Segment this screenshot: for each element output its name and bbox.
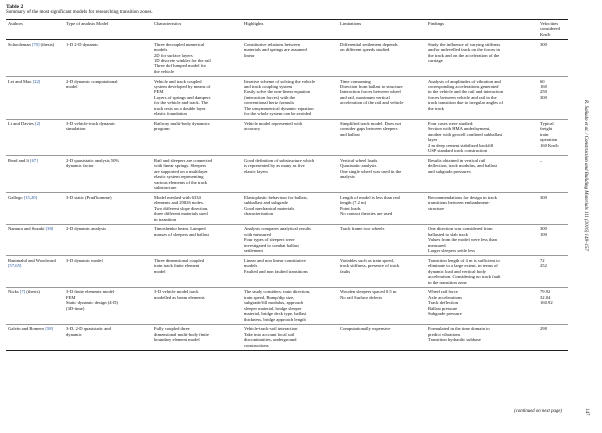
type-cell — [64, 119, 152, 156]
highlights-line: Analysis compares analytical results — [244, 226, 311, 232]
running-header — [582, 100, 588, 340]
highlights-line: train speed, Bump/dip size, — [244, 294, 295, 300]
highlights-cell — [242, 77, 338, 119]
highlights-line: for the whole system can be avoided — [244, 111, 312, 117]
highlights-line: (interaction forces) with the — [244, 94, 296, 100]
findings-line: Results obtained in vertical rail — [428, 157, 486, 163]
velocities-line: 160 Km/h — [540, 142, 559, 148]
characteristics-cell — [152, 40, 242, 77]
characteristics-cell — [152, 287, 242, 324]
velocities-line: train — [540, 131, 549, 137]
characteristics-line: in transition — [154, 216, 177, 222]
column-header: Highlights — [244, 21, 264, 26]
highlights-line: materials and springs are assumed — [244, 47, 307, 53]
table-label: Table 2 — [6, 4, 24, 10]
velocities-line: 160.92 — [540, 300, 553, 306]
characteristics-line: track rests on a double layer — [154, 105, 206, 111]
limitations-line: Computationally expensive — [340, 326, 391, 332]
type-line: dynamic factor — [66, 163, 94, 169]
findings-cell — [426, 193, 538, 225]
findings-line: ballasted to slab track — [428, 231, 468, 237]
findings-line: predict vibrations — [428, 331, 461, 337]
findings-line: Study the influence of varying stiffness — [428, 41, 501, 47]
characteristics-line: Railway multi-body dynamics — [154, 121, 210, 126]
characteristics-line: program — [154, 126, 170, 132]
table-row — [6, 119, 568, 156]
highlights-cell — [242, 287, 338, 324]
velocities-line: 32.04 — [540, 294, 551, 300]
characteristics-line: for the vehicle and track. The — [154, 100, 208, 106]
type-cell — [64, 224, 152, 256]
characteristics-line: models — [154, 47, 168, 53]
findings-line: 2 m deep cement stabilized backfill — [428, 142, 494, 148]
velocities-cell — [538, 77, 568, 119]
author-cell — [6, 40, 64, 77]
velocities-line: 60 — [540, 78, 545, 84]
citation-link[interactable]: [2] — [34, 121, 41, 126]
findings-line: transitions between embankment- — [428, 200, 490, 206]
highlights-line: thickness, bridge approach length — [244, 316, 306, 322]
type-cell — [64, 156, 152, 193]
velocities-line: – — [540, 157, 543, 163]
velocities-line: 298 — [540, 326, 547, 332]
author-suffix: (thesis) — [39, 41, 55, 47]
characteristics-line: substructure — [154, 184, 177, 190]
limitations-cell — [338, 40, 426, 77]
limitations-line: One single wheel was used in the — [340, 168, 402, 174]
characteristics-line: Three dof lumped model for — [154, 63, 207, 69]
velocities-cell — [538, 256, 568, 288]
highlights-line: Good definition of substructure which — [244, 157, 315, 163]
author-cell — [6, 77, 64, 119]
velocities-cell — [538, 193, 568, 225]
characteristics-line: dimensional multi-body finite — [154, 331, 209, 337]
findings-line: Formulated in the time domain to — [428, 326, 490, 332]
type-cell — [64, 324, 152, 350]
column-header: Type of analisis Model — [66, 21, 109, 26]
findings-line: corresponding accelerations generated — [428, 84, 499, 90]
limitations-cell — [338, 77, 426, 119]
author-cell — [6, 156, 64, 193]
findings-cell — [426, 77, 538, 119]
findings-cell — [426, 224, 538, 256]
table-row — [6, 156, 568, 193]
characteristics-cell — [152, 77, 242, 119]
highlights-line: elastic layers — [244, 168, 268, 174]
table-row — [6, 224, 568, 256]
type-cell — [64, 256, 152, 288]
column-header: Limitations — [340, 21, 362, 26]
findings-line: the track — [428, 105, 444, 111]
characteristics-line: 2D for surface layers — [154, 52, 193, 58]
limitations-line: acceleration of the rail and vehicle — [340, 100, 404, 106]
findings-line: forces between vehicle and rail in the — [428, 94, 497, 100]
citation-link[interactable]: [70] — [31, 41, 40, 47]
limitations-cell — [338, 256, 426, 288]
limitations-cell — [338, 324, 426, 350]
author-name: Lei and Mao — [8, 78, 33, 84]
type-line: 3-D finite elements model — [66, 289, 115, 295]
highlights-line: investigated to combat ballast — [244, 242, 299, 248]
characteristics-line: modelled as beam elements — [154, 294, 205, 300]
findings-line: Track deflection — [428, 300, 459, 306]
limitations-line: on different speeds studied — [340, 47, 390, 53]
highlights-cell — [242, 324, 338, 350]
limitations-cell — [338, 224, 426, 256]
author-cell — [6, 119, 64, 156]
limitations-line: Vertical wheel loads — [340, 157, 378, 163]
table-container — [6, 4, 568, 351]
characteristics-line: Three decoupled numerical — [154, 41, 205, 47]
citation-link[interactable]: [38] — [45, 226, 54, 232]
findings-line: the track and on the acceleration of the — [428, 52, 500, 58]
characteristics-line: various elements of the track — [154, 179, 208, 185]
findings-line: Larger sleepers settle less — [428, 248, 475, 254]
type-cell — [64, 193, 152, 225]
type-line: simulation — [66, 126, 86, 132]
velocities-line: 300 — [540, 194, 547, 200]
citation-link[interactable]: [15,20] — [23, 194, 38, 200]
velocities-cell — [538, 156, 568, 193]
characteristics-line: Model meshed with 6334 — [154, 194, 201, 200]
limitations-cell — [338, 119, 426, 156]
characteristics-cell — [152, 224, 242, 256]
highlights-cell — [242, 256, 338, 288]
highlights-line: Elastoplastic behaviour for ballast, — [244, 194, 308, 200]
highlights-line: is represented by as many as five — [244, 163, 305, 169]
author-name: Namura and Suzuki — [8, 226, 46, 232]
findings-cell — [426, 119, 538, 156]
velocities-cell — [538, 287, 568, 324]
author-name: Schooleman — [8, 41, 32, 47]
characteristics-cell — [152, 156, 242, 193]
highlights-line: material, bridge deck type, ballast — [244, 311, 307, 317]
citation-link[interactable]: [7] — [19, 289, 26, 295]
characteristics-line: Three dimensional coupled — [154, 257, 205, 263]
author-name: Gallego — [8, 194, 24, 200]
limitations-line: Length of model is less than real — [340, 194, 400, 200]
limitations-line: and rail, maximum vertical — [340, 94, 390, 100]
limitations-line: Quasistatic analysis — [340, 163, 377, 169]
author-name: Li and Davies — [8, 121, 35, 126]
findings-line: another with geocell confined subballast — [428, 131, 503, 137]
highlights-line: Iterative scheme of solving the vehicle — [244, 78, 316, 84]
type-line: 3-D vehicle-track dynamic — [66, 121, 116, 126]
limitations-line: consider gaps between sleepers — [340, 126, 398, 132]
type-line: model — [66, 84, 78, 90]
highlights-cell — [242, 193, 338, 225]
table-caption: Summary of the most significant models for researching transition zones. — [6, 10, 153, 15]
velocities-line: 100 — [540, 231, 547, 237]
characteristics-line: Two different slope direction, — [154, 205, 209, 211]
velocities-line: 250 — [540, 89, 547, 95]
velocities-line: 252 — [540, 263, 547, 269]
characteristics-line: masses of sleepers and ballast — [154, 231, 209, 237]
velocities-line: 160 — [540, 84, 547, 90]
velocities-line: freight — [540, 126, 553, 132]
highlights-line: and track coupling system — [244, 84, 293, 90]
findings-line: Values from the model were less than — [428, 237, 497, 243]
limitations-line: No rail Surface defects — [340, 294, 383, 300]
velocities-cell — [538, 324, 568, 350]
findings-line: Subgrade pressure — [428, 311, 462, 317]
velocities-line: 300 — [540, 41, 547, 47]
highlights-line: linear — [244, 52, 255, 58]
findings-line: Axle accelerations — [428, 294, 463, 300]
highlights-line: Vehicle model represented with — [244, 121, 303, 126]
author-name: Banimahd and Woodward — [8, 257, 56, 263]
table-row — [6, 256, 568, 288]
author-name: Nicks — [8, 289, 20, 295]
characteristics-line: Fully coupled three — [154, 326, 190, 332]
findings-line: eliminate to a large extent, in terms of — [428, 263, 498, 269]
author-cell — [6, 224, 64, 256]
type-cell — [64, 40, 152, 77]
highlights-line: The study considers: train direction, — [244, 289, 311, 295]
limitations-line: Variables such as train speed, — [340, 257, 394, 263]
findings-line: One direction was considered from — [428, 226, 493, 232]
findings-cell — [426, 324, 538, 350]
author-cell — [6, 193, 64, 225]
continued-note: (continued on next page) — [514, 409, 562, 414]
limitations-cell — [338, 287, 426, 324]
findings-line: Analysis of amplitudes of vibration and — [428, 78, 501, 84]
characteristics-line: Timoshenko beam. Lumped — [154, 226, 206, 232]
highlights-line: settlement — [244, 248, 263, 254]
velocities-line: Typical — [540, 121, 554, 126]
characteristics-cell — [152, 256, 242, 288]
highlights-line: Faulted and non faulted transitions — [244, 268, 308, 274]
findings-cell — [426, 256, 538, 288]
column-header: Findings — [428, 21, 445, 26]
highlights-line: Good mechanical materials — [244, 205, 295, 211]
table-header — [6, 20, 568, 40]
highlights-line: Four types of sleepers were — [244, 237, 295, 243]
highlights-line: Constitutive relations between — [244, 41, 300, 47]
findings-line: deflection, track modulus, and ballast — [428, 163, 497, 169]
table-row — [6, 324, 568, 350]
findings-line: in the vehicle and the rail and interaction — [428, 89, 504, 95]
highlights-line: constructions — [244, 342, 269, 348]
findings-line: Transition length of 4 m is sufficient to — [428, 257, 500, 263]
findings-line: structure — [428, 205, 445, 211]
limitations-line: Track frame two wheels — [340, 226, 385, 232]
velocities-cell — [538, 119, 568, 156]
type-cell — [64, 287, 152, 324]
highlights-line: subballast and subgrade — [244, 200, 288, 206]
characteristics-line: 1D discrete winkler for the rail — [154, 57, 211, 63]
table-row — [6, 287, 568, 324]
highlights-cell — [242, 156, 338, 193]
limitations-line: Point loads — [340, 205, 361, 211]
type-line: 2-D dynamic computational — [66, 78, 118, 84]
table-row — [6, 77, 568, 119]
highlights-line: conventional hertz formula — [244, 100, 294, 106]
type-cell — [64, 77, 152, 119]
page-number-box — [583, 408, 595, 422]
findings-line: Recommendations for design in track — [428, 194, 497, 200]
velocities-cell — [538, 40, 568, 77]
findings-line: dynamic load and vertical body — [428, 268, 486, 274]
journal-reference: R. Sañudo et al. / Construction and Building Materials 111 (2016) 148–157 — [583, 100, 588, 252]
limitations-line: Direction from ballast to structure — [340, 84, 403, 90]
citation-link[interactable]: [57,65] — [8, 263, 22, 269]
limitations-line: Wooden sleepers spaced 0.5 m — [340, 289, 397, 295]
velocities-line: 79.92 — [540, 289, 551, 295]
characteristics-line: Layers of springs and dampers — [154, 94, 211, 100]
type-line: Static dynamic design (4-D) — [66, 300, 118, 306]
limitations-line: No contact theories are used — [340, 211, 393, 217]
findings-line: USP standard track construction — [428, 148, 488, 154]
type-line: dynamic — [66, 331, 82, 337]
characteristics-line: elastic foundation — [154, 111, 187, 117]
highlights-line: Linear and non linear constitutive — [244, 257, 306, 263]
characteristics-cell — [152, 193, 242, 225]
column-header: Velocities considered Km/h — [540, 21, 560, 37]
characteristics-line: the vehicle — [154, 68, 175, 74]
table-body — [6, 40, 568, 351]
highlights-line: sleeper material, bridge sleeper — [244, 305, 302, 311]
findings-line: and/or unlevelled track on the forces in — [428, 47, 500, 53]
characteristics-line: train track finite element — [154, 263, 200, 269]
highlights-line: models — [244, 263, 258, 269]
findings-cell — [426, 287, 538, 324]
findings-line: Ballast pressure — [428, 305, 458, 311]
limitations-line: and ballast — [340, 131, 360, 137]
characteristics-line: elements and 29826 nodes. — [154, 200, 204, 206]
characteristics-line: Vehicle and track coupled — [154, 78, 202, 84]
author-cell — [6, 324, 64, 350]
characteristics-cell — [152, 119, 242, 156]
type-line: 3-D static (Prud'homme) — [66, 194, 112, 200]
highlights-line: The unsymmetrical dynamic equation — [244, 105, 314, 111]
table-row — [6, 40, 568, 77]
limitations-cell — [338, 156, 426, 193]
column-header: Authors — [8, 21, 23, 26]
models-table — [6, 19, 568, 351]
limitations-cell — [338, 193, 426, 225]
highlights-line: subgrade/fill modulus, approach — [244, 300, 304, 306]
velocities-line: 300 — [540, 94, 547, 100]
characteristics-line: system developed by means of — [154, 84, 211, 90]
highlights-line: Easily solve the non-linear equation — [244, 89, 311, 95]
highlights-line: discontinuities, underground — [244, 337, 297, 343]
highlights-line: Vehicle-track-soil interaction — [244, 326, 298, 332]
characteristics-line: FEM — [154, 89, 164, 95]
highlights-cell — [242, 40, 338, 77]
characteristics-line: 3-D vehicle model track — [154, 289, 199, 295]
findings-line: Section with HMA underlayment, — [428, 126, 491, 132]
findings-line: carriage — [428, 57, 443, 63]
highlights-line: with measured — [244, 231, 271, 237]
velocities-line: 72 — [540, 257, 545, 263]
findings-cell — [426, 40, 538, 77]
author-cell — [6, 287, 64, 324]
type-line: 2-D dynamic analysis — [66, 226, 107, 232]
findings-line: Four cases were studied: — [428, 121, 474, 126]
citation-link[interactable]: [58] — [45, 326, 54, 332]
findings-line: measured — [428, 242, 446, 248]
characteristics-line: Rail and sleepers are connected — [154, 157, 212, 163]
findings-line: Wheel rail force — [428, 289, 458, 295]
limitations-line: Differential settlement depends — [340, 41, 398, 47]
characteristics-line: boundary element model — [154, 337, 200, 343]
characteristics-line: with linear springs. Sleepers — [154, 163, 207, 169]
citation-link[interactable]: [67] — [30, 157, 38, 163]
limitations-line: track stiffness, presence of track — [340, 263, 400, 269]
findings-line: and subgrade pressures — [428, 168, 471, 174]
author-name: Galvín and Romero — [8, 326, 46, 332]
findings-line: track transition due to irregular angles of — [428, 100, 504, 106]
highlights-cell — [242, 224, 338, 256]
highlights-line: Take into account local soil — [244, 331, 295, 337]
limitations-line: length (7.2 m) — [340, 200, 367, 206]
citation-link[interactable]: [22] — [32, 78, 41, 84]
column-header: Characteristics — [154, 21, 182, 26]
limitations-line: analysis — [340, 174, 355, 180]
type-line: 3-D, 2-D quasistatic and — [66, 326, 111, 332]
type-line: 2-D quasistatic analysis 50% — [66, 157, 120, 163]
characteristics-cell — [152, 324, 242, 350]
velocities-line: 300 — [540, 226, 547, 232]
characteristics-line: are supported on a multilayer — [154, 168, 208, 174]
limitations-line: Time consuming — [340, 78, 371, 84]
highlights-line: characterisation — [244, 211, 274, 217]
type-line: 3-D dynamic model — [66, 257, 103, 263]
characteristics-line: elastic system representing — [154, 174, 204, 180]
limitations-line: Interaction forces between wheel — [340, 89, 401, 95]
highlights-line: accuracy — [244, 126, 261, 132]
type-line: FEM — [66, 294, 76, 300]
velocities-line: operation — [540, 137, 558, 143]
findings-line: acceleration. Considering no track fault — [428, 274, 501, 280]
page-number: 147 — [584, 408, 589, 416]
findings-line: in the transition zone — [428, 279, 467, 285]
highlights-cell — [242, 119, 338, 156]
type-line: (3D-time) — [66, 305, 85, 311]
findings-line: Transition hydraulic subbase — [428, 337, 481, 343]
velocities-cell — [538, 224, 568, 256]
table-row — [6, 193, 568, 225]
limitations-line: faults — [340, 268, 351, 274]
author-name: Read and li — [8, 157, 31, 163]
type-line: 1-D 2-D dynamic — [66, 41, 99, 47]
characteristics-line: model — [154, 268, 166, 274]
characteristics-line: three different materials used — [154, 211, 208, 217]
author-suffix: (thesis) — [25, 289, 40, 295]
author-cell — [6, 256, 64, 288]
findings-line: layer — [428, 137, 438, 143]
limitations-line: Simplified track model. Does not — [340, 121, 402, 126]
findings-cell — [426, 156, 538, 193]
